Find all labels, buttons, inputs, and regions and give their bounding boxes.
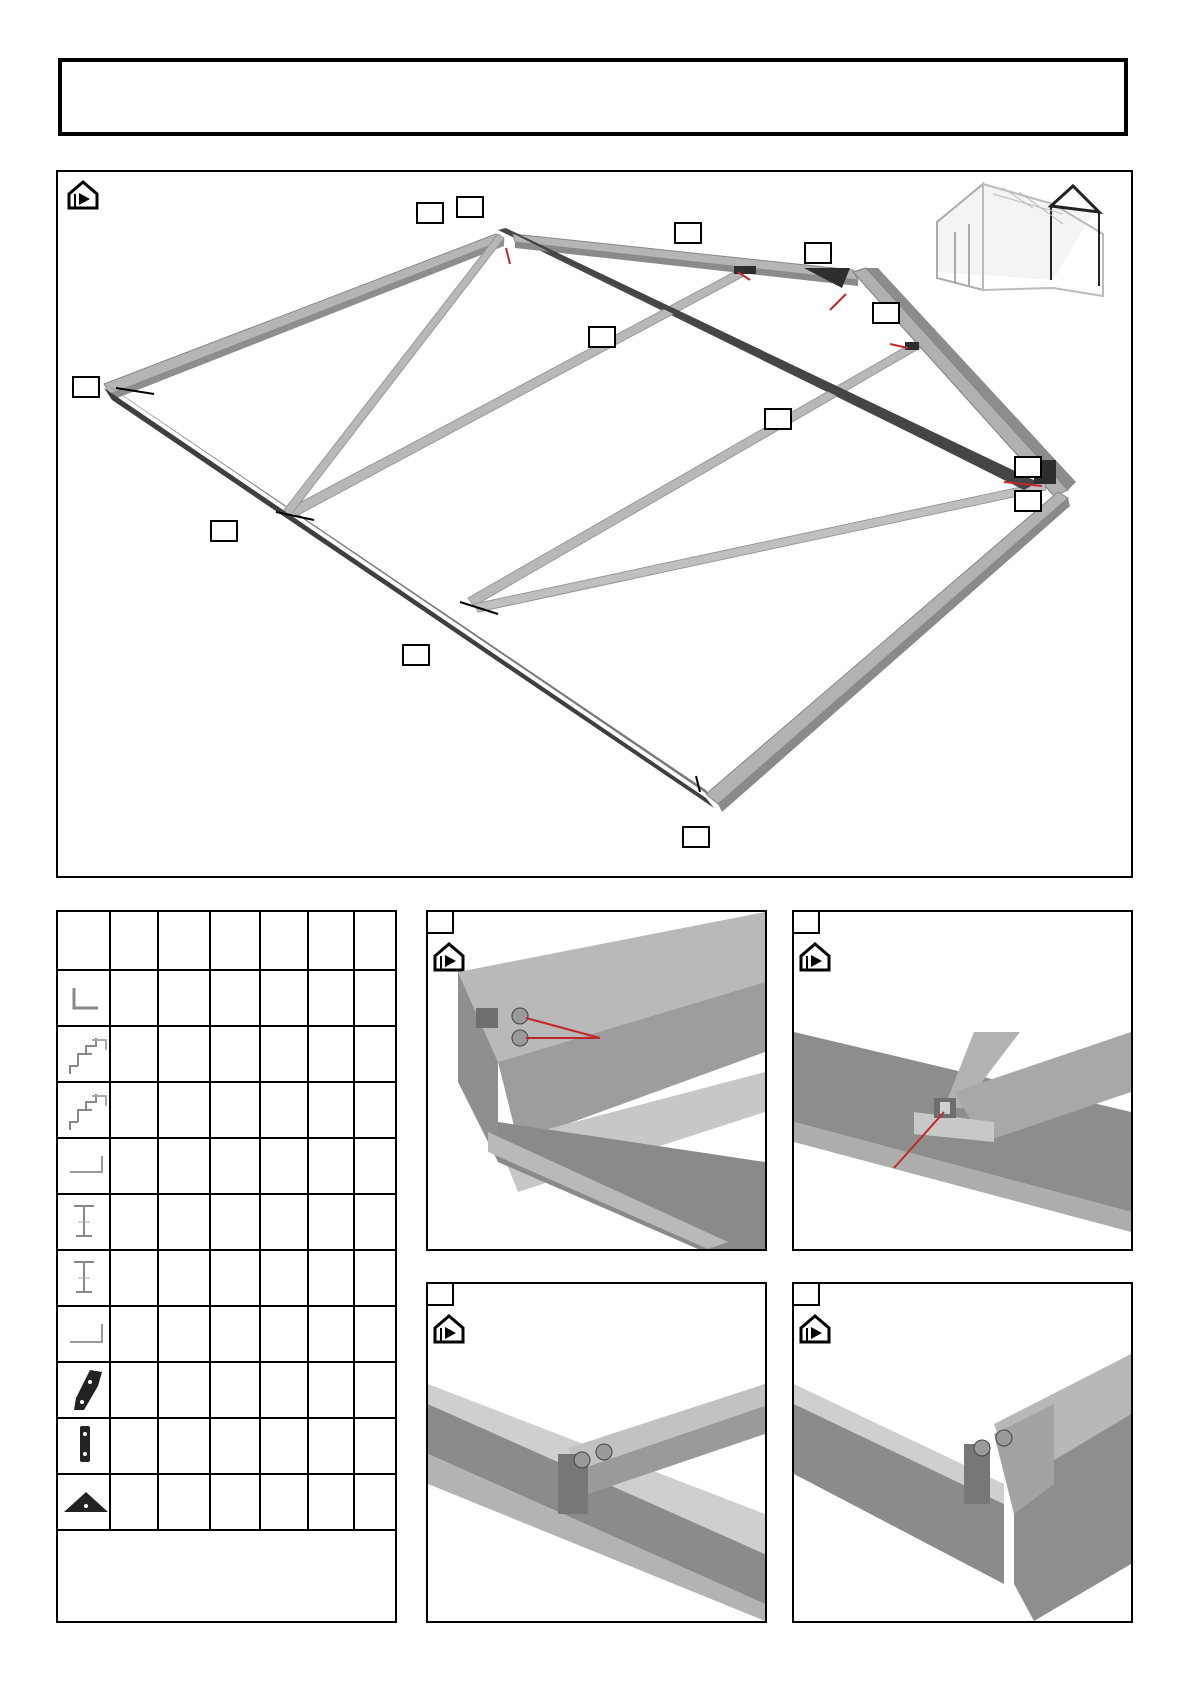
- parts-table: [56, 910, 397, 1623]
- detail-illustration-1: [428, 912, 765, 1249]
- callout-box: [456, 196, 484, 218]
- ridge-profile-icon: [70, 1038, 106, 1074]
- parts-table-grid: [58, 912, 395, 1621]
- frame-overview-panel: [56, 170, 1133, 878]
- callout-box: [872, 302, 900, 324]
- greenhouse-thumbnail: [937, 184, 1103, 296]
- callout-box: [682, 826, 710, 848]
- callout-box: [674, 222, 702, 244]
- ridge-profile-icon: [70, 1094, 106, 1130]
- channel-profile-icon: [70, 1324, 102, 1342]
- callout-box: [72, 376, 100, 398]
- i-beam-profile-icon: [74, 1262, 94, 1292]
- right-eave-rafter: [706, 492, 1068, 804]
- page-title-box: [58, 58, 1128, 136]
- detail-illustration-4: [794, 1284, 1131, 1621]
- callout-box: [804, 242, 832, 264]
- channel-profile-icon: [70, 1156, 102, 1172]
- callout-box: [416, 202, 444, 224]
- straight-bracket-icon: [80, 1426, 90, 1462]
- detail-panel-3: [426, 1282, 767, 1623]
- detail-panel-2: [792, 910, 1133, 1251]
- callout-box: [402, 644, 430, 666]
- detail-panel-4: [792, 1282, 1133, 1623]
- callout-box: [588, 326, 616, 348]
- detail-illustration-2: [794, 912, 1131, 1249]
- i-beam-profile-icon: [74, 1206, 94, 1236]
- callout-box: [1014, 456, 1042, 478]
- detail-panel-1: [426, 910, 767, 1251]
- callout-box: [210, 520, 238, 542]
- corner-bracket-icon: [74, 1370, 102, 1410]
- callout-box: [1014, 490, 1042, 512]
- angle-profile-icon: [74, 988, 98, 1008]
- detail-illustration-3: [428, 1284, 765, 1621]
- triangle-plate-icon: [64, 1492, 108, 1512]
- callout-box: [764, 408, 792, 430]
